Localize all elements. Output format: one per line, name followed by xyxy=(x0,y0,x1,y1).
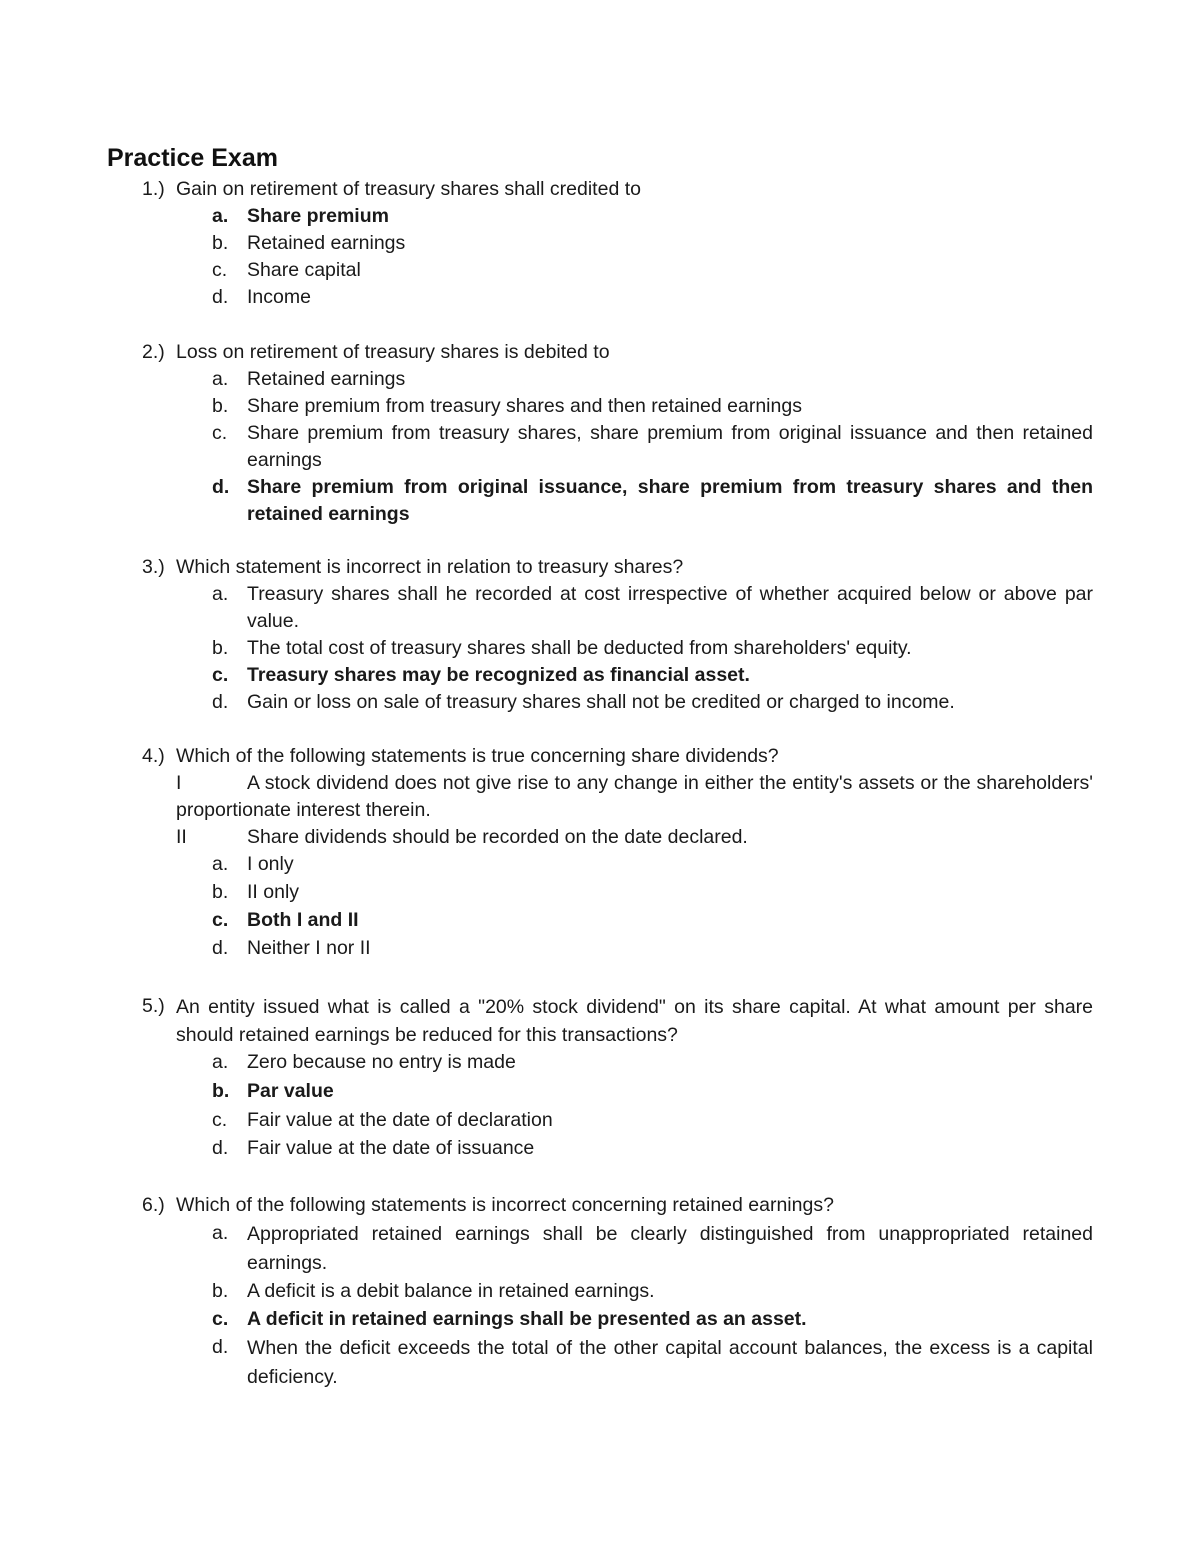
option-d xyxy=(0,474,1200,528)
option-b xyxy=(0,1078,1200,1107)
option-d xyxy=(0,284,1200,311)
option-letter: c. xyxy=(212,664,229,686)
option-c xyxy=(0,420,1200,474)
question-number: 3.) xyxy=(142,556,165,578)
option-text: Share premium xyxy=(247,205,389,227)
option-text: Retained earnings xyxy=(247,232,406,254)
option-text: A deficit is a debit balance in retained earnings. xyxy=(247,1280,655,1302)
option-letter: c. xyxy=(212,259,228,281)
question-number: 2.) xyxy=(142,341,165,363)
option-letter: b. xyxy=(212,637,229,659)
option-text: Share premium from treasury shares, share premium from original issuance and then retained earnings xyxy=(247,422,1093,471)
option-c xyxy=(0,257,1200,284)
question-1 xyxy=(0,176,1200,311)
question-text: Which of the following statements is incorrect concerning retained earnings? xyxy=(176,1194,834,1216)
option-text: The total cost of treasury shares shall be deducted from shareholders' equity. xyxy=(247,637,912,659)
option-text: Both I and II xyxy=(247,909,359,931)
option-c xyxy=(0,1107,1200,1135)
option-text: When the deficit exceeds the total of the other capital account balances, the excess is a capital deficiency. xyxy=(247,1337,1093,1388)
option-text: Income xyxy=(247,286,311,308)
option-c xyxy=(0,662,1200,689)
option-text: Gain or loss on sale of treasury shares shall not be credited or charged to income. xyxy=(247,691,955,713)
option-a xyxy=(0,1220,1200,1278)
question-text: Which of the following statements is true concerning share dividends? xyxy=(176,745,779,767)
option-a xyxy=(0,581,1200,635)
option-letter: a. xyxy=(212,368,229,390)
option-a xyxy=(0,851,1200,879)
question-number: 6.) xyxy=(142,1194,165,1216)
option-letter: d. xyxy=(212,937,229,959)
option-b xyxy=(0,879,1200,907)
option-d xyxy=(0,1135,1200,1163)
option-letter: b. xyxy=(212,881,229,903)
option-text: Treasury shares shall he recorded at cost irrespective of whether acquired below or above par value. xyxy=(247,583,1093,632)
option-letter: a. xyxy=(212,853,229,875)
option-letter: a. xyxy=(212,1222,229,1244)
statement-i xyxy=(0,770,1200,824)
option-text: Retained earnings xyxy=(247,368,406,390)
option-text: Neither I nor II xyxy=(247,937,371,959)
question-number: 5.) xyxy=(142,995,165,1017)
option-d xyxy=(0,689,1200,716)
option-letter: c. xyxy=(212,1109,228,1131)
question-text: Loss on retirement of treasury shares is debited to xyxy=(176,341,610,363)
option-c xyxy=(0,907,1200,935)
option-text: I only xyxy=(247,853,294,875)
statement-numeral: I xyxy=(176,772,182,794)
option-b xyxy=(0,1278,1200,1306)
option-letter: d. xyxy=(212,476,230,498)
option-text: Appropriated retained earnings shall be clearly distinguished from unappropriated retained earnings. xyxy=(247,1223,1093,1274)
option-a xyxy=(0,1049,1200,1078)
option-letter: b. xyxy=(212,1080,230,1102)
option-letter: a. xyxy=(212,583,229,605)
option-b xyxy=(0,635,1200,662)
option-a xyxy=(0,203,1200,230)
question-number: 1.) xyxy=(142,178,165,200)
statement-ii xyxy=(0,824,1200,851)
option-letter: d. xyxy=(212,1336,229,1358)
question-3 xyxy=(0,554,1200,716)
question-2 xyxy=(0,339,1200,528)
option-text: Treasury shares may be recognized as financial asset. xyxy=(247,664,750,686)
option-letter: c. xyxy=(212,909,229,931)
question-text: Gain on retirement of treasury shares shall credited to xyxy=(176,178,641,200)
question-4 xyxy=(0,743,1200,963)
option-letter: b. xyxy=(212,395,229,417)
option-text: Share premium from treasury shares and then retained earnings xyxy=(247,395,802,417)
statement-numeral: II xyxy=(176,826,187,848)
option-letter: d. xyxy=(212,1137,229,1159)
option-d xyxy=(0,935,1200,963)
option-text: II only xyxy=(247,881,300,903)
option-text: Zero because no entry is made xyxy=(247,1051,516,1073)
option-b xyxy=(0,230,1200,257)
option-letter: d. xyxy=(212,286,229,308)
option-a xyxy=(0,366,1200,393)
question-number: 4.) xyxy=(142,745,165,767)
option-c xyxy=(0,1306,1200,1334)
question-text: Which statement is incorrect in relation to treasury shares? xyxy=(176,556,684,578)
statement-text: Share dividends should be recorded on the date declared. xyxy=(247,826,748,848)
option-text: Share capital xyxy=(247,259,361,281)
option-letter: a. xyxy=(212,1051,229,1073)
option-letter: b. xyxy=(212,232,229,254)
question-6 xyxy=(0,1192,1200,1392)
option-d xyxy=(0,1334,1200,1392)
question-text: An entity issued what is called a "20% stock dividend" on its share capital. At what amount per share should retained earnings be reduced for this transactions? xyxy=(176,996,1093,1046)
option-text: Fair value at the date of declaration xyxy=(247,1109,553,1131)
option-text: Fair value at the date of issuance xyxy=(247,1137,535,1159)
option-letter: a. xyxy=(212,205,229,227)
option-letter: b. xyxy=(212,1280,229,1302)
option-b xyxy=(0,393,1200,420)
statement-text: A stock dividend does not give rise to any change in either the entity's assets or the shareholders' proportionate interest therein. xyxy=(176,772,1093,821)
option-text: Par value xyxy=(247,1080,334,1102)
option-letter: c. xyxy=(212,1308,229,1330)
option-text: A deficit in retained earnings shall be presented as an asset. xyxy=(247,1308,807,1330)
page-title: Practice Exam xyxy=(107,144,278,172)
question-5 xyxy=(0,993,1200,1163)
option-text: Share premium from original issuance, share premium from treasury shares and then retained earnings xyxy=(247,476,1093,525)
option-letter: c. xyxy=(212,422,228,444)
option-letter: d. xyxy=(212,691,229,713)
